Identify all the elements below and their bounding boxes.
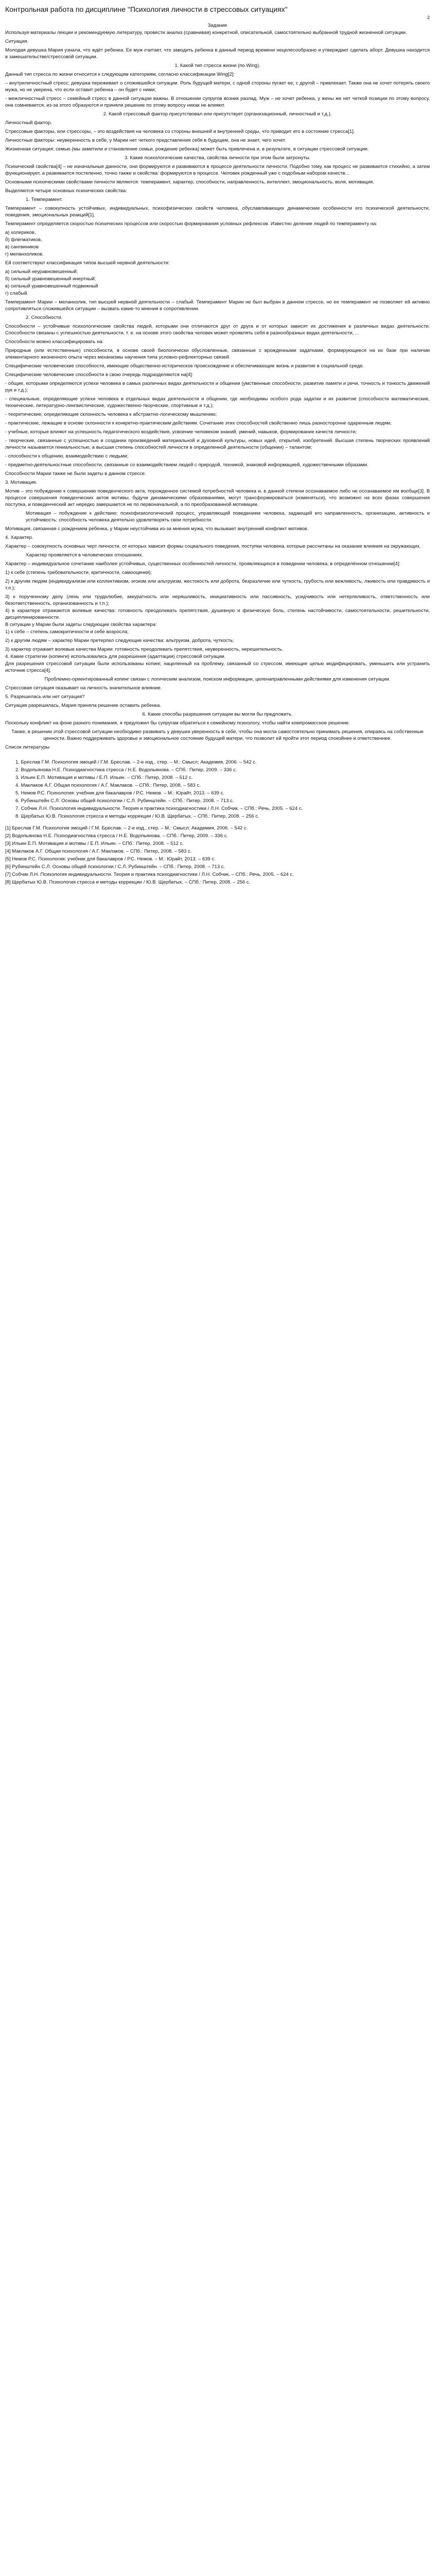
list-item: 4. Какие стратегии (копинги) использовались для разрешения (адаптации) стрессовой ситуации. (5, 654, 226, 659)
paragraph: 2) к другим людям – характер Марии претерпел следующие качества: альтруизм, доброта, чуткость; (5, 638, 234, 643)
paragraph: Специфические человеческие способности, имеющие общественно-историческое происхождение и обеспечивающие жизнь и развитие в социальной среде. (5, 363, 364, 369)
paragraph: Способности Марии также не были задеты в данном стрессе. (5, 471, 146, 477)
section-heading: 3. Какие психологические качества, свойства личности при этом были затронуты. (124, 155, 311, 161)
subsection-heading: Мотивация – побуждение к действию; психофизиологический процесс, управляющий поведением человека, задающий его направленность, организацию, активность и устойчивость; способность человека деятельно удовлетворять свои потребности. (26, 511, 430, 523)
maria-character-list (5, 646, 430, 674)
paragraph: Ситуация разрешилась, Мария приняла решение оставить ребенка. (5, 703, 161, 708)
paragraph: Используя материалы лекции и рекомендуемую литературу, провести анализ (сравнивая) конкретной, описательной, самостоятельно выбранной трудной жизненной ситуации. (5, 30, 407, 36)
footnotes-list (5, 825, 430, 886)
paragraph: Темперамент определяется скоростью психических процессов или скоростью формирования условных рефлексов. Известно деление людей по темпераменту на: (5, 221, 377, 227)
reference-item: 6. Рубинштейн С.Л. Основы общей психологии / С.Л. Рубинштейн. – СПб.: Питер, 2008. – 713 с. (15, 798, 234, 804)
character-list (5, 594, 430, 635)
list-item: 3) характер отражает волевые качества Марии: готовность преодолевать препятствия, неуверенность, нерешительность. (5, 647, 284, 652)
paragraph: Стрессовая ситуация оказывает на личность значительное влияние. (5, 685, 162, 691)
paragraph: 2) к другим людям (индивидуализм или коллективизм, эгоизм или альтруизм, жестокость или доброта, безразличие или чуткость, грубость или вежливость, лживость или правдивость и т.п.); (5, 579, 430, 591)
paragraph: Данный тип стресса по жизни относится к следующим категориям, согласно классификации Wing[2]: (5, 72, 235, 77)
section-heading: Проблемно-ориентированный копинг связан с логическим анализом, поиском информации, целенаправленными действиями для изменения ситуации. (44, 676, 391, 682)
reference-item: 4. Маклаков А.Г. Общая психология / А.Г. Маклаков. – СПб.: Питер, 2008. – 583 с. (15, 783, 201, 788)
list-item: б) сильный уравновешенный инертный; (5, 276, 96, 282)
paragraph: 4. Характер. (5, 535, 33, 540)
paragraph: - практические, лежащие в основе склонности к конкретно-практическим действиям. Сочетание этих способностей свойственно лишь разносторонне одаренным людям; (5, 420, 392, 426)
paragraph: Выделяются четыре основных психических свойства: (5, 188, 127, 194)
body-text (5, 29, 430, 757)
nervous-system-list (5, 268, 430, 297)
list-item: б) флегматиков, (5, 237, 42, 243)
footnote-item: [1] Бреслав Г.М. Психология эмоций / Г.М. Бреслав. – 2-е изд., стер. – М.: Смысл; Академия, 2006. – 542 с. (5, 825, 248, 831)
paragraph: - творческие, связанные с успешностью в создании произведений материальной и духовной культуры, новых идей, открытий, изобретений. Высшая степень творческих проявлений личности называется гениальностью, а высшая степень способностей личности в определенной деятельности (общении) – талантом; (5, 438, 430, 450)
paragraph: 1) к себе (степень требовательности, критичности, самооценки); (5, 570, 152, 575)
paragraph: Характер – совокупность основных черт личности, от которых зависит формы социального поведения, поступки человека, которые рассчитаны на оказание влияния на окружающих. (5, 544, 421, 549)
bibliography-list (5, 759, 430, 820)
footnote-item: [6] Рубинштейн С.Л. Основы общей психологии / С.Л. Рубинштейн. – СПб.: Питер, 2008. – 713 с. (5, 864, 225, 870)
list-item: 4) в характере отражаются волевые качества: готовность преодолевать препятствия, душевную и физическую боль, степень настойчивости, самостоятельности, решительности, дисциплинированности. (5, 608, 430, 620)
section-heading: 1. Какой тип стресса жизни (по Wing). (175, 63, 260, 69)
task-heading: Задание (207, 23, 228, 28)
section-heading: 2. Какой стрессовый фактор присутствовал или присутствует (организационный, личностный и т.д.). (103, 111, 332, 117)
paragraph: - способности к общению, взаимодействию с людьми; (5, 453, 129, 459)
paragraph: Мотив – это побуждение к совершению поведенческого акта, порожденное системой потребностей человека и, в данной степени осознаваемое либо не осознаваемое им вообще[3]. В процессе совершения поведенческих актов мотивы, будучи динамическими образованиями, могут трансформироваться (изменяться), что возможно на всех фазах совершения поступка, и поведенческий акт нередко завершается не по первоначальной, а по преобразованной мотивации. (5, 488, 430, 507)
document-page (0, 0, 436, 892)
paragraph: - специальные, определяющие успехи человека в отдельных видах деятельности и общении, где необходимы особого рода задатки и их развитие (способности математические, технические, литературно-лингвистические, художественно-творческие, спортивные и т.д.); (5, 396, 430, 409)
reference-item: 1. Бреслав Г.М. Психология эмоций / Г.М. Бреслав. – 2-е изд., стер. – М.: Смысл; Академия, 2006. – 542 с. (15, 759, 257, 765)
paragraph: Темперамент Марии – меланхолик, тип высшей нервной деятельности – слабый. Темперамент Марии не был выбран в данном стрессе, но ее темперамент не позволяет ей активно сопротивляться сложившейся ситуации – вызвать какие-то мнения в сопротивлении. (5, 299, 430, 312)
paragraph: Ей соответствуют классификация типов высшей нервной деятельности: (5, 260, 170, 266)
footnote-item: [7] Собчик Л.Н. Психология индивидуальности. Теория и практика психодиагностики / Л.Н. Собчик. – СПб.: Речь, 2005. – 624 с. (5, 872, 294, 877)
paragraph: - предметно-деятельностные способности, связанные со взаимодействием людей с природой, техникой, знаковой информацией, художественными образами. (5, 462, 369, 468)
paragraph: Личностные факторы: неуверенность в себе, у Марии нет четкого представления себя в будущем, она не знает, чего хочет. (5, 138, 286, 143)
list-item: Для разрешения стрессовой ситуации были использованы копинг, нацеленный на проблему, связанный со стрессом, имеющие целью модифицировать, уменьшить или устранить источник стресса[4]. (5, 661, 430, 673)
temperament-list (5, 229, 430, 258)
page-number: 2 (427, 15, 430, 21)
paragraph: 3. Мотивация. (5, 480, 38, 485)
list-item: 3) к порученному делу (лень или трудолюбие, аккуратность или неряшливость, инициативность или пассивность, усидчивость или нетерпеливость, ответственность или безответственность, организованность и т.п.); (5, 594, 430, 606)
paragraph: Способности можно классифицировать на: (5, 339, 104, 345)
subsection-heading: Характер проявляется в человеческих отношениях. (26, 552, 144, 558)
list-item: 1) к себе – степень самокритичности и себе возросла; (5, 629, 129, 635)
paragraph: - общие, которыми определяются успехи человека в самых различных видах деятельности и общении (умственные способности, развитие памяти и речи, точность и тонкость движений рук и т.д.); (5, 381, 430, 393)
list-item: в) сангвиников (5, 244, 39, 250)
paragraph: Характер – индивидуальное сочетание наиболее устойчивых, существенных особенностей личности, проявляющихся в поведении человека, в определённом отношении[4]: (5, 561, 400, 567)
paragraph: Молодая девушка Мария узнала, что ждёт ребенка. Ее муж считает, что заводить ребенка в данный период времени нецелесообразно и утверждает сделать аборт. Девушка находится в замешательстве/стрессовой ситуации. (5, 47, 430, 60)
paragraph: Способности – устойчивые психологические свойства людей, которыми они отличаются друг от друга и от которых зависят их достижения в различных видах деятельности. Способности связаны с успешностью деятельности, т. е. на основе этого свойства человек может проявлять себя в разнообразных видах деятельности, ... (5, 324, 430, 336)
paragraph: Темперамент – совокупность устойчивых, индивидуальных, психофизических свойств человека, обуславливающих динамические особенности его психической деятельности, поведения, эмоциональных реакций[1]. (5, 206, 430, 218)
paragraph: Жизненная ситуация: семью (мы заметили и становление семьи, рождение ребенка) может быть привлечена и, в результате, в ситуации стрессовой ситуации. (5, 146, 369, 152)
document-title: Контрольная работа по дисциплине "Психология личности в стрессовых ситуациях" (5, 5, 288, 13)
list-item: г) меланхоликов. (5, 251, 44, 257)
list-item: в) сильный уравновешенный подвижный (5, 283, 98, 289)
paragraph: Поскольку конфликт на фоне разного понимания, я предложил бы супругам обратиться к семейному психологу, чтобы найти компромиссное решение. (5, 720, 350, 726)
paragraph: Список литературы (5, 744, 50, 750)
reference-item: 3. Ильин Е.П. Мотивация и мотивы / Е.П. Ильин. – СПб.: Питер, 2008. – 512 с. (15, 775, 193, 781)
paragraph: 5. Разрешилась или нет ситуация? (5, 694, 85, 700)
subsection-heading: 2. Способности. (26, 315, 63, 320)
reference-item: 2. Водопьянова Н.Е. Психодиагностика стресса / Н.Е. Водопьянова. – СПб.: Питер, 2009. – 336 с. (15, 767, 237, 773)
paragraph: Природные (или естественные) способности, в основе своей биологически обусловленные, связанные с врожденными задатками, формирующиеся на их базе при наличии элементарного жизненного опыта через механизмы научения типа условно-рефлекторных связей. (5, 348, 430, 360)
paragraph: Стрессовые факторы, или стрессоры, – это воздействия на человека со стороны внешней и внутренней среды, что приводит его в состояние стресса[1]. (5, 129, 355, 134)
section-heading: 6. Какие способы разрешения ситуации вы могли бы предложить. (142, 711, 293, 717)
paragraph: Специфические человеческие способности в свою очередь подразделяются на[4]: (5, 372, 194, 378)
list-item: а) сильный неуравновешенный; (5, 269, 78, 275)
footnote-item: [2] Водопьянова Н.Е. Психодиагностика стресса / Н.Е. Водопьянова. – СПб.: Питер, 2009. – 336 с. (5, 833, 229, 839)
paragraph: – внутриличностный стресс; девушка переживает о сложившейся ситуации. Роль будущей матери, с одной стороны пугает ее, с другой – привлекает. Также она не хочет потерять своего мужа, но не уверена, что если оставит ребенка – он будет с ними; (5, 80, 430, 93)
paragraph: Мотивация, связанная с рождением ребенка, у Марии неустойчива из-за мнения мужа, что вызывает внутренний конфликт мотивов. (5, 526, 309, 532)
footnote-item: [4] Маклаков А.Г. Общая психология / А.Г. Маклаков. – СПб.: Питер, 2008. – 583 с. (5, 849, 192, 854)
paragraph: Личностный фактор. (5, 120, 52, 126)
paragraph: - межличностный стресс – семейный стресс в данной ситуации важны. В отношении супругов возник разлад. Муж – не хочет ребенка, у жены же нет четкой позиции по этому вопросу, она сомневается, из-за этого образуются и приняли решение по этому вопросу никак не влияют. (5, 96, 430, 108)
paragraph: Ситуация. (5, 39, 29, 44)
list-item: а) холериков, (5, 230, 36, 235)
paragraph: Основными психическими свойствами личности являются: темперамент, характер, способности, направленность, интеллект, эмоциональность, воля, мотивация. (5, 179, 374, 185)
reference-item: 8. Щербатых Ю.В. Психология стресса и методы коррекции / Ю.В. Щербатых. – СПб.: Питер, 2008. – 256 с. (15, 814, 259, 819)
list-item: г) слабый. (5, 291, 29, 296)
footnote-item: [3] Ильин Е.П. Мотивация и мотивы / Е.П. Ильин. – СПб.: Питер, 2008. – 512 с. (5, 841, 184, 846)
paragraph: - теоретические, определяющие склонность человека к абстрактно-логическому мышлению; (5, 412, 217, 417)
list-item: В ситуации у Марии были задеты следующие свойства характера: (5, 622, 157, 628)
paragraph: - учебные, которые влияют на успешность педагогического воздействия, усвоение человеком знаний, умений, навыков, формирование качеств личности; (5, 429, 357, 435)
subsection-heading: 1. Темперамент. (26, 197, 63, 202)
section-heading: Также, в решении этой стрессовой ситуации необходимо развивать у девушки уверенность в себе, чтобы она могла самостоятельно принимать решения, опираясь на собственные ценности. Важно поддерживать здоровье и эмоциональное состояние будущей матери, что позволит ей пройти этот период спокойнее и ответственнее. (11, 729, 424, 741)
footnote-item: [8] Щербатых Ю.В. Психология стресса и методы коррекции / Ю.В. Щербатых. – СПб.: Питер, 2008. – 256 с. (5, 879, 251, 885)
reference-item: 7. Собчик Л.Н. Психология индивидуальности. Теория и практика психодиагностики / Л.Н. Собчик. – СПб.: Речь, 2005. – 624 с. (15, 806, 303, 811)
footnote-item: [5] Немов Р.С. Психология: учебник для бакалавров / Р.С. Немов. – М.: Юрайт, 2013. – 639 с. (5, 856, 216, 862)
reference-item: 5. Немов Р.С. Психология: учебник для бакалавров / Р.С. Немов. – М.: Юрайт, 2013. – 639 с. (15, 790, 224, 796)
paragraph: Психический свойства[4] – не изначальные данности, они формируются и развиваются в процессе деятельности личности. Подобно тому, как процесс не развивается стихийно, а затем функционирует, а развивается постепенно, точно также и свойства: формируются в процессе. Человек рожденный уже с подобным набором качеств... (5, 164, 430, 176)
